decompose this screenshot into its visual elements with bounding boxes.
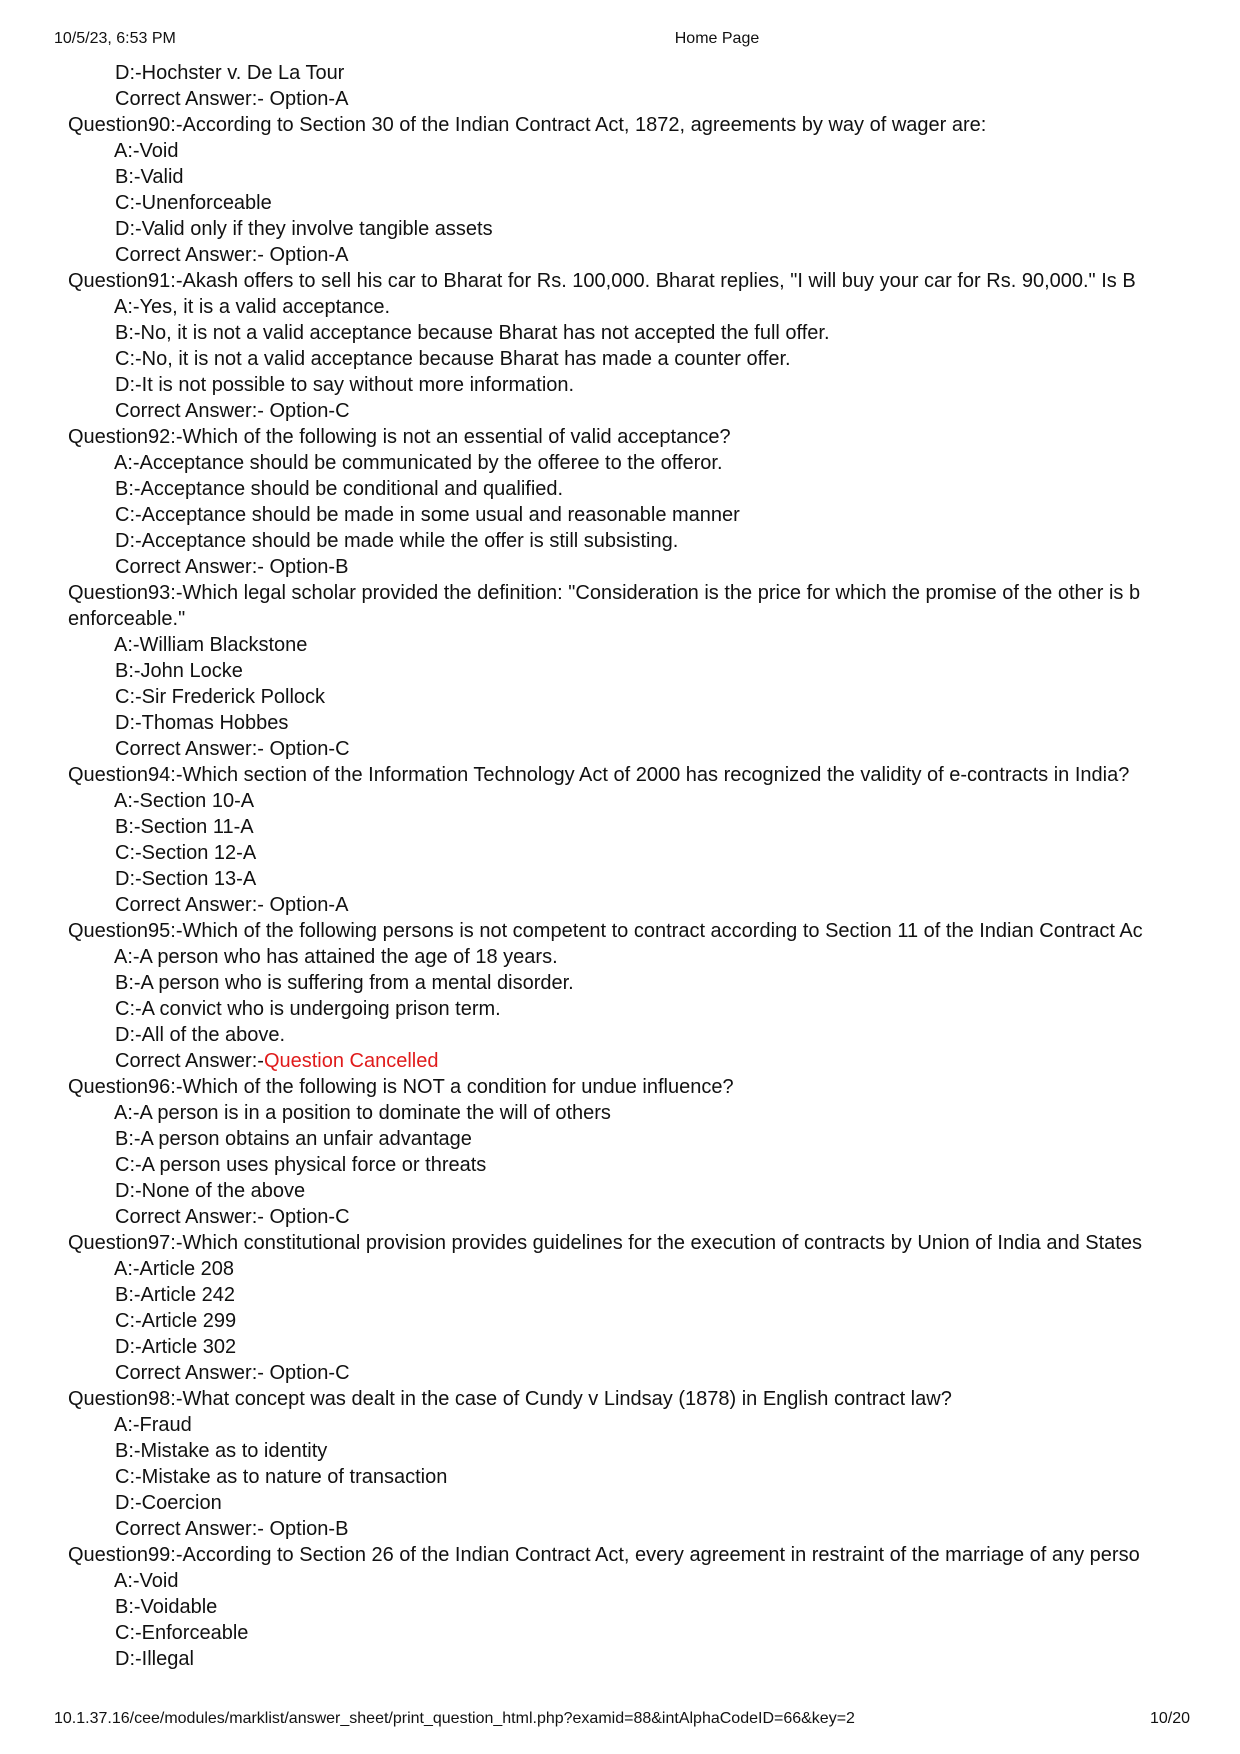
correct-answer-value: Option-A [263,244,349,266]
answer-option: A:-Acceptance should be communicated by the offeree to the offeror. [114,452,723,474]
question-text: Question94:-Which section of the Information Technology Act of 2000 has recognized the validity of e-contracts in India? [68,764,1130,786]
correct-answer-label: Correct Answer:- [115,244,264,266]
answer-option: A:-A person is in a position to dominate the will of others [114,1102,611,1124]
carryover-correct-answer [68,86,1188,112]
page-title: Home Page [674,30,760,47]
question-cancelled-status: Question Cancelled [263,1050,439,1072]
answer-option: A:-Yes, it is a valid acceptance. [114,296,391,318]
correct-answer [68,1048,1188,1074]
question-block [68,918,1188,1074]
answer-option: A:-Fraud [114,1414,192,1436]
correct-answer-label: Correct Answer:- [115,88,264,110]
answer-option: C:-Section 12-A [115,842,257,864]
answer-option: C:-Unenforceable [115,192,272,214]
correct-answer-label: Correct Answer:- [115,1518,264,1540]
question-block [68,580,1188,762]
question-block [68,268,1188,424]
answer-option: D:-Illegal [115,1648,194,1670]
carryover-option-d: D:-Hochster v. De La Tour [115,62,345,84]
correct-answer-label: Correct Answer:- [115,1206,264,1228]
answer-option: C:-A convict who is undergoing prison term. [115,998,501,1020]
answer-option: B:-A person who is suffering from a mental disorder. [115,972,574,994]
page-url: 10.1.37.16/cee/modules/marklist/answer_sheet/print_question_html.php?examid=88&intAlphaCodeID=66&key=2 [54,1710,855,1727]
correct-answer-value: Option-A [263,88,349,110]
answer-option: C:-Enforceable [115,1622,249,1644]
correct-answer-label: Correct Answer:- [115,1362,264,1384]
answer-option: D:-Coercion [115,1492,222,1514]
answer-option: D:-All of the above. [115,1024,286,1046]
question-text: Question96:-Which of the following is NOT a condition for undue influence? [68,1076,734,1098]
answer-option: B:-Article 242 [115,1284,236,1306]
correct-answer-label: Correct Answer:- [115,1050,264,1072]
answer-option: C:-Acceptance should be made in some usual and reasonable manner [115,504,740,526]
question-block [68,762,1188,918]
answer-option: B:-John Locke [115,660,243,682]
question-text: Question99:-According to Section 26 of the Indian Contract Act, every agreement in restraint of the marriage of any perso [68,1544,1140,1566]
answer-option: C:-A person uses physical force or threats [115,1154,487,1176]
question-text: Question93:-Which legal scholar provided the definition: "Consideration is the price for which the promise of the other is b [68,582,1141,604]
correct-answer-label: Correct Answer:- [115,894,264,916]
question-block [68,1074,1188,1230]
question-text: Question97:-Which constitutional provision provides guidelines for the execution of contracts by Union of India and States [68,1232,1142,1254]
answer-option: A:-A person who has attained the age of 18 years. [114,946,558,968]
correct-answer [68,736,1188,762]
question-text: Question98:-What concept was dealt in the case of Cundy v Lindsay (1878) in English contract law? [68,1388,952,1410]
answer-option: B:-Valid [115,166,184,188]
answer-option: A:-Void [114,1570,179,1592]
answer-option: A:-Section 10-A [114,790,255,812]
correct-answer [68,554,1188,580]
answer-option: D:-It is not possible to say without more information. [115,374,575,396]
question-text-continued: enforceable." [68,608,186,630]
question-list [68,60,1188,1672]
answer-option: D:-Thomas Hobbes [115,712,289,734]
question-text: Question92:-Which of the following is not an essential of valid acceptance? [68,426,731,448]
correct-answer [68,1204,1188,1230]
question-block [68,1542,1188,1672]
answer-option: B:-No, it is not a valid acceptance because Bharat has not accepted the full offer. [115,322,830,344]
correct-answer [68,1360,1188,1386]
correct-answer [68,398,1188,424]
answer-option: D:-Valid only if they involve tangible assets [115,218,493,240]
correct-answer-value: Option-B [263,1518,349,1540]
correct-answer-label: Correct Answer:- [115,556,264,578]
question-block [68,1386,1188,1542]
answer-option: B:-Voidable [115,1596,218,1618]
print-datetime: 10/5/23, 6:53 PM [54,30,176,47]
answer-option: C:-No, it is not a valid acceptance because Bharat has made a counter offer. [115,348,791,370]
correct-answer-label: Correct Answer:- [115,738,264,760]
correct-answer-value: Option-C [263,738,350,760]
answer-option: B:-Acceptance should be conditional and qualified. [115,478,564,500]
correct-answer-value: Option-A [263,894,349,916]
answer-option: A:-Void [114,140,179,162]
correct-answer-value: Option-B [263,556,349,578]
answer-option: D:-Section 13-A [115,868,257,890]
answer-option: C:-Sir Frederick Pollock [115,686,326,708]
answer-option: C:-Article 299 [115,1310,237,1332]
answer-option: D:-Article 302 [115,1336,237,1358]
correct-answer-label: Correct Answer:- [115,400,264,422]
answer-option: A:-Article 208 [114,1258,235,1280]
answer-option: B:-Mistake as to identity [115,1440,328,1462]
question-text: Question95:-Which of the following persons is not competent to contract according to Section 11 of the Indian Contract Ac [68,920,1143,942]
question-block [68,112,1188,268]
question-text: Question91:-Akash offers to sell his car to Bharat for Rs. 100,000. Bharat replies, "I will buy your car for Rs. 90,000." Is B [68,270,1136,292]
correct-answer-value: Option-C [263,1206,350,1228]
answer-option: C:-Mistake as to nature of transaction [115,1466,448,1488]
question-text: Question90:-According to Section 30 of the Indian Contract Act, 1872, agreements by way of wager are: [68,114,987,136]
answer-option: D:-None of the above [115,1180,306,1202]
answer-option: D:-Acceptance should be made while the offer is still subsisting. [115,530,679,552]
question-block [68,424,1188,580]
correct-answer [68,1516,1188,1542]
correct-answer-value: Option-C [263,1362,350,1384]
answer-option: B:-Section 11-A [115,816,254,838]
answer-option: B:-A person obtains an unfair advantage [115,1128,472,1150]
page-number: 10/20 [1149,1710,1190,1727]
question-block [68,1230,1188,1386]
answer-option: A:-William Blackstone [114,634,308,656]
correct-answer [68,892,1188,918]
correct-answer-value: Option-C [263,400,350,422]
correct-answer [68,242,1188,268]
